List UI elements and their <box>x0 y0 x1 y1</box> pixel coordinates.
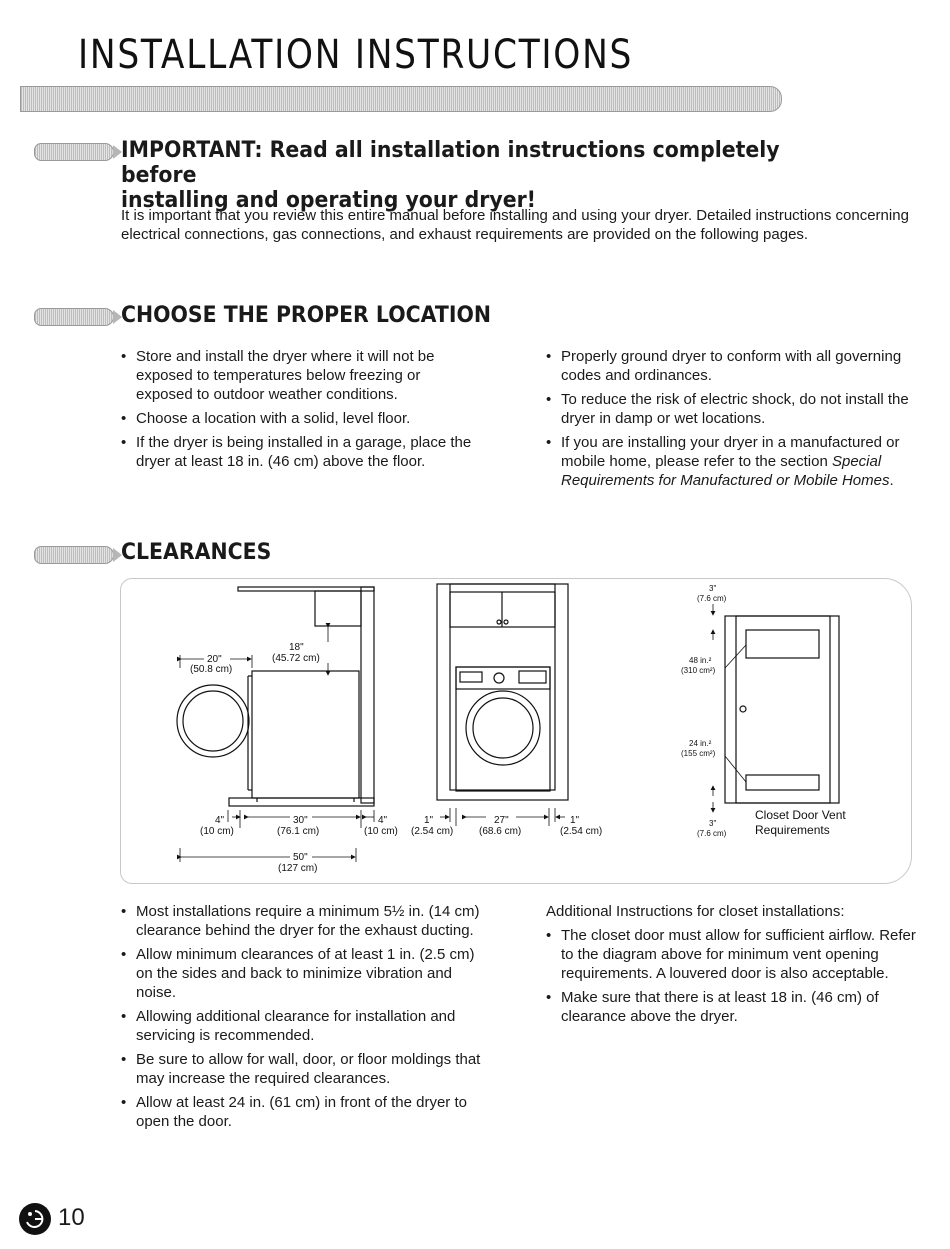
important-heading-line1: IMPORTANT: Read all installation instructions completely before <box>121 138 780 188</box>
closet-caption-line1: Closet Door Vent <box>755 808 846 822</box>
dim-50-cm-label: (127 cm) <box>278 863 318 874</box>
dim-30-cm-label: (76.1 cm) <box>277 826 320 837</box>
dim-20-label: 20" <box>207 654 222 665</box>
list-item: • Allowing additional clearance for installation and servicing is recommended. <box>121 1007 493 1045</box>
dim-4-right-label: 4" <box>378 815 388 826</box>
list-item: • Choose a location with a solid, level floor. <box>121 409 481 428</box>
side-view-drawing <box>177 587 374 806</box>
dim-3-top-label: 3" <box>709 584 717 593</box>
location-heading: CHOOSE THE PROPER LOCATION <box>121 303 491 328</box>
list-item-text: If you are installing your dryer in a manufactured or mobile home, please refer to the section <box>561 434 900 470</box>
dim-1-left-cm-label: (2.54 cm) <box>411 826 454 837</box>
vent-area-48-label: 48 in.² <box>689 656 712 665</box>
vent-area-48-cm-label: (310 cm²) <box>681 666 716 675</box>
page-number: 10 <box>58 1204 85 1231</box>
list-item: • Allow at least 24 in. (61 cm) in front of the dryer to open the door. <box>121 1093 493 1131</box>
list-item: • Properly ground dryer to conform with all governing codes and ordinances. <box>546 347 916 385</box>
mobile-homes-reference: Special Requirements for Manufactured or Mobile Homes <box>561 453 890 489</box>
dim-50-label: 50" <box>293 852 308 863</box>
dim-20-cm-label: (50.8 cm) <box>190 664 233 675</box>
dim-1-left-label: 1" <box>424 815 434 826</box>
front-view-drawing <box>437 584 568 800</box>
dim-4-right-cm-label: (10 cm) <box>364 826 398 837</box>
clearances-list-left <box>121 902 493 1136</box>
dim-4-left-cm-label: (10 cm) <box>200 826 234 837</box>
dim-3-bottom-cm-label: (7.6 cm) <box>697 829 727 838</box>
dim-18-label: 18" <box>289 642 304 653</box>
closet-intro-text: Additional Instructions for closet installations: <box>546 903 845 920</box>
list-item-end: . <box>889 472 894 489</box>
clearances-heading: CLEARANCES <box>121 540 272 565</box>
list-item: • Make sure that there is at least 18 in. (46 cm) of clearance above the dryer. <box>546 988 916 1026</box>
dim-3-bottom-label: 3" <box>709 819 717 828</box>
dim-1-right-label: 1" <box>570 815 580 826</box>
closet-caption-line2: Requirements <box>755 823 830 837</box>
dim-27-cm-label: (68.6 cm) <box>479 826 522 837</box>
list-item: • Be sure to allow for wall, door, or floor moldings that may increase the required clearances. <box>121 1050 493 1088</box>
dim-27-label: 27" <box>494 815 509 826</box>
clearances-list-right <box>546 926 916 1031</box>
important-heading-line2: installing and operating your dryer! <box>121 188 537 213</box>
page-title: INSTALLATION INSTRUCTIONS <box>78 32 634 78</box>
list-item: • To reduce the risk of electric shock, do not install the dryer in damp or wet locations. <box>546 390 916 428</box>
important-text: It is important that you review this entire manual before installing and using your dryer. Detailed instructions concerning electrical connections, gas connections, and exhaust requirements are provided on the following pages. <box>121 207 909 243</box>
closet-door-drawing <box>725 616 839 803</box>
dim-4-left-label: 4" <box>215 815 225 826</box>
lg-logo-icon <box>18 1202 52 1236</box>
list-item: • If the dryer is being installed in a garage, place the dryer at least 18 in. (46 cm) above the floor. <box>121 433 481 471</box>
dim-18-cm-label: (45.72 cm) <box>272 653 320 664</box>
vent-area-24-cm-label: (155 cm²) <box>681 749 716 758</box>
page-footer <box>18 1202 85 1241</box>
vent-area-24-label: 24 in.² <box>689 739 712 748</box>
list-item: • Allow minimum clearances of at least 1 in. (2.5 cm) on the sides and back to minimize vibration and noise. <box>121 945 493 1002</box>
dim-3-top-cm-label: (7.6 cm) <box>697 594 727 603</box>
dim-1-right-cm-label: (2.54 cm) <box>560 826 603 837</box>
list-item: • Most installations require a minimum 5½ in. (14 cm) clearance behind the dryer for the exhaust ducting. <box>121 902 493 940</box>
list-item: • The closet door must allow for sufficient airflow. Refer to the diagram above for minimum vent opening requirements. A louvered door is also acceptable. <box>546 926 916 983</box>
dim-30-label: 30" <box>293 815 308 826</box>
list-item: • Store and install the dryer where it will not be exposed to temperatures below freezing or exposed to outdoor weather conditions. <box>121 347 481 404</box>
